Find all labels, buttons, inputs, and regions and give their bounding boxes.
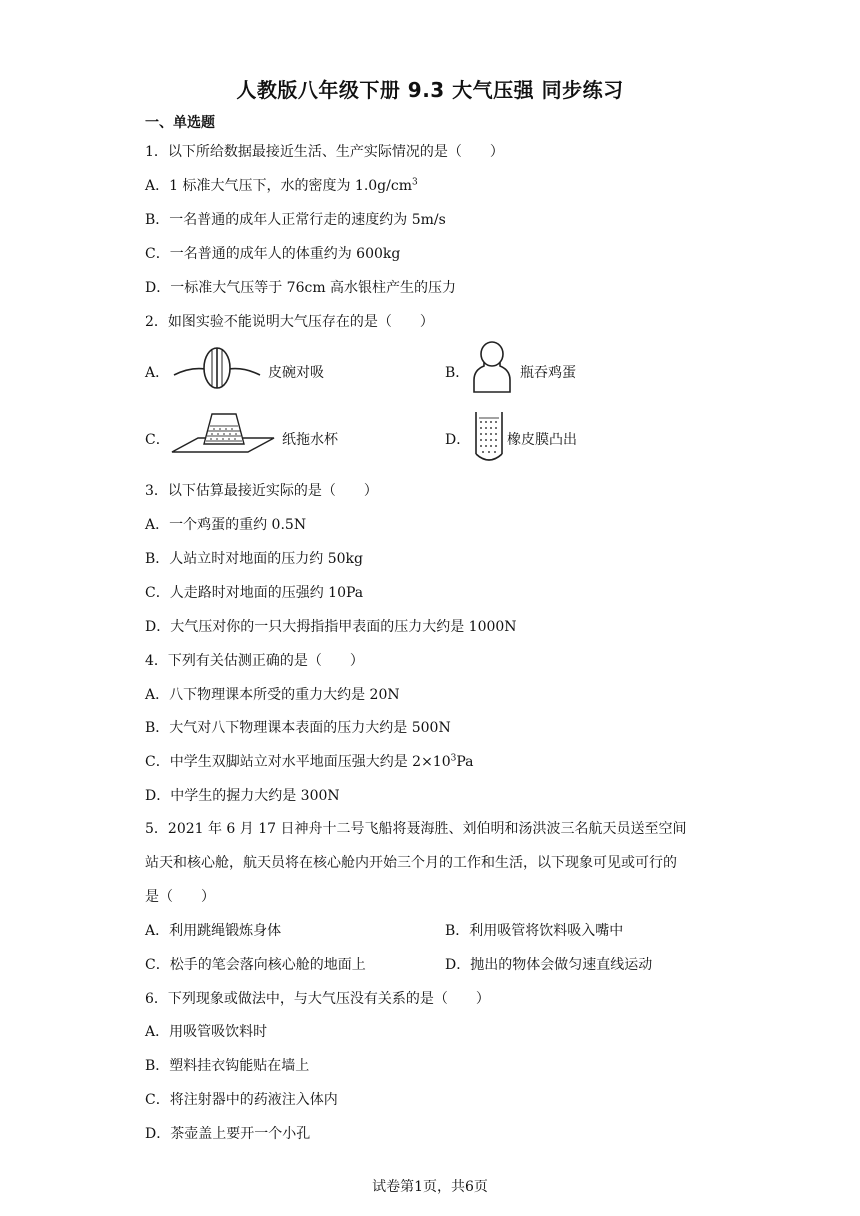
egg-bottle-figure xyxy=(470,340,514,396)
question-2-option-d-letter: D． xyxy=(445,432,471,448)
question-6-option-d: D．茶壶盖上要开一个小孔 xyxy=(145,1126,311,1142)
question-5-option-d: D．抛出的物体会做匀速直线运动 xyxy=(445,957,653,973)
section-heading: 一、单选题 xyxy=(145,115,215,131)
question-2-option-c-text: 纸拖水杯 xyxy=(282,432,338,448)
question-3-option-d: D．大气压对你的一只大拇指指甲表面的压力大约是 1000N xyxy=(145,619,517,635)
question-4-option-d: D．中学生的握力大约是 300N xyxy=(145,788,340,804)
question-1-option-a xyxy=(145,175,418,195)
page-footer: 试卷第1页，共6页 xyxy=(372,1179,488,1195)
question-1-stem: 1．以下所给数据最接近生活、生产实际情况的是（ ） xyxy=(145,144,504,160)
question-3-option-c: C．人走路时对地面的压强约 10Pa xyxy=(145,585,364,601)
question-1-option-d: D．一标准大气压等于 76cm 高水银柱产生的压力 xyxy=(145,280,457,296)
superscript: 3 xyxy=(411,177,418,188)
question-5-option-b: B．利用吸管将饮料吸入嘴中 xyxy=(445,923,624,939)
question-2-option-c-letter: C． xyxy=(145,432,170,448)
question-1-option-b: B．一名普通的成年人正常行走的速度约为 5m/s xyxy=(145,212,446,228)
option-text: A．1 标准大气压下，水的密度为 1.0g/cm xyxy=(145,178,412,194)
question-5-stem-line-2: 站天和核心舱，航天员将在核心舱内开始三个月的工作和生活，以下现象可见或可行的 xyxy=(145,855,677,871)
question-5-option-c: C．松手的笔会落向核心舱的地面上 xyxy=(145,957,366,973)
question-1-option-c: C．一名普通的成年人的体重约为 600kg xyxy=(145,246,401,262)
question-4-option-a: A．八下物理课本所受的重力大约是 20N xyxy=(145,687,400,703)
question-4-stem: 4．下列有关估测正确的是（ ） xyxy=(145,653,364,669)
question-6-option-a: A．用吸管吸饮料时 xyxy=(145,1024,268,1040)
option-unit: Pa xyxy=(456,754,474,770)
question-6-option-b: B．塑料挂衣钩能贴在墙上 xyxy=(145,1058,310,1074)
question-3-option-a: A．一个鸡蛋的重约 0.5N xyxy=(145,517,307,533)
superscript: 3 xyxy=(450,753,457,764)
question-2-option-a-letter: A． xyxy=(145,365,170,381)
option-text: C．中学生双脚站立对水平地面压强大约是 2×10 xyxy=(145,754,451,770)
question-2-option-d-text: 橡皮膜凸出 xyxy=(507,432,577,448)
question-3-option-b: B．人站立时对地面的压力约 50kg xyxy=(145,551,363,567)
suction-cups-figure xyxy=(172,345,262,391)
paper-cup-figure xyxy=(170,410,276,456)
document-title: 人教版八年级下册 9.3 大气压强 同步练习 xyxy=(236,78,624,102)
question-4-option-b: B．大气对八下物理课本表面的压力大约是 500N xyxy=(145,720,451,736)
question-6-stem: 6．下列现象或做法中，与大气压没有关系的是（ ） xyxy=(145,991,490,1007)
question-2-option-b-letter: B． xyxy=(445,365,470,381)
question-5-stem-line-3: 是（ ） xyxy=(145,889,215,905)
question-6-option-c: C．将注射器中的药液注入体内 xyxy=(145,1092,338,1108)
question-4-option-c xyxy=(145,751,474,771)
rubber-membrane-figure xyxy=(472,410,506,466)
question-2-stem: 2．如图实验不能说明大气压存在的是（ ） xyxy=(145,314,434,330)
question-2-option-a-text: 皮碗对吸 xyxy=(268,365,324,381)
question-5-stem-line-1: 5．2021 年 6 月 17 日神舟十二号飞船将聂海胜、刘伯明和汤洪波三名航天员送至空间 xyxy=(145,821,687,837)
question-2-option-b-text: 瓶吞鸡蛋 xyxy=(520,365,576,381)
question-3-stem: 3．以下估算最接近实际的是（ ） xyxy=(145,483,378,499)
question-5-option-a: A．利用跳绳锻炼身体 xyxy=(145,923,282,939)
